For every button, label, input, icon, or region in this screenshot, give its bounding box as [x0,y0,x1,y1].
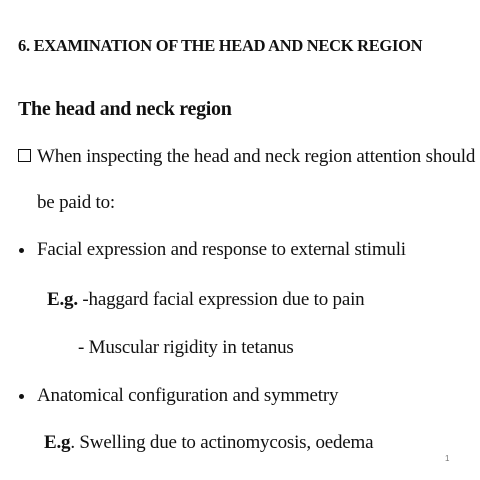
page-number: 1 [445,454,450,463]
bullet-icon [19,394,24,399]
example-line-3 [44,433,373,452]
example-prefix: E.g [44,432,71,453]
example-line-1 [47,290,364,309]
slide-subtitle: The head and neck region [18,98,232,120]
bullet-icon [19,248,24,253]
intro-line-2: be paid to: [37,192,116,213]
intro-line-1: When inspecting the head and neck region attention should [37,146,476,167]
bullet-item-facial-expression: Facial expression and response to external stimuli [37,239,406,260]
example-text: . Swelling due to actinomycosis, oedema [70,432,374,453]
section-title: 6. EXAMINATION OF THE HEAD AND NECK REGION [18,36,423,55]
example-prefix: E.g. [47,289,78,310]
example-text: -haggard facial expression due to pain [77,289,365,310]
checkbox-icon [18,149,31,162]
example-line-2: - Muscular rigidity in tetanus [78,337,294,358]
bullet-item-anatomical-configuration: Anatomical configuration and symmetry [37,385,339,406]
